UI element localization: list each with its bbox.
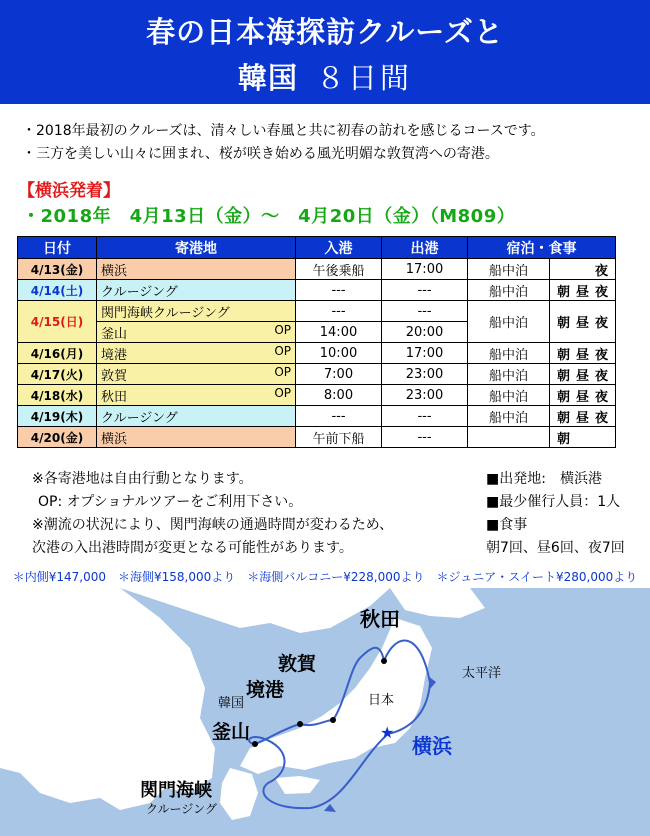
row-stay: 船中泊: [468, 406, 550, 427]
row-departure: ---: [382, 301, 468, 322]
table-row: [18, 364, 616, 385]
notes: [32, 468, 393, 560]
row-meals: 夜: [550, 259, 616, 280]
map-label-sakaiminato: 境港: [246, 679, 285, 701]
price-list: ＊内側¥147,000 ＊海側¥158,000より ＊海側バルコニー¥228,000より ＊ジュニア・スイート¥280,000より: [12, 570, 638, 584]
row-meals: 朝 昼 夜: [550, 385, 616, 406]
intro-text: [22, 120, 545, 166]
info-line: 朝7回、昼6回、夜7回: [486, 540, 625, 556]
header-arrival: 入港: [296, 237, 382, 259]
row-departure: 23:00: [382, 385, 468, 406]
row-date: 4/19(木): [18, 406, 97, 427]
row-arrival: 14:00: [296, 322, 382, 343]
table-row: [18, 301, 616, 322]
header-port: 寄港地: [97, 237, 296, 259]
row-departure: 23:00: [382, 364, 468, 385]
yokohama-star-icon: ★: [380, 723, 395, 742]
row-meals: 朝 昼 夜: [550, 280, 616, 301]
row-date: 4/15(日): [18, 301, 97, 343]
row-arrival: 午後乗船: [296, 259, 382, 280]
row-arrival: 10:00: [296, 343, 382, 364]
row-date: 4/20(金): [18, 427, 97, 448]
akita-marker: [381, 658, 387, 664]
table-row: [18, 385, 616, 406]
info-line: ■最少催行人員：1人: [486, 494, 621, 510]
header-stay-meals: 宿泊・食事: [468, 237, 616, 259]
row-date: 4/16(月): [18, 343, 97, 364]
row-departure: ---: [382, 280, 468, 301]
op-badge: OP: [274, 322, 291, 337]
busan-marker: [252, 741, 258, 747]
map-label-yokohama: 横浜: [412, 734, 452, 758]
row-port: クルージング: [97, 280, 296, 301]
note-line: 次港の入出港時間が変更となる可能性があります。: [32, 540, 353, 556]
row-departure: ---: [382, 427, 468, 448]
row-arrival: ---: [296, 406, 382, 427]
row-meals: 朝 昼 夜: [550, 364, 616, 385]
map-label-kanmon: 関門海峡: [140, 780, 212, 801]
row-stay: 船中泊: [468, 259, 550, 280]
row-arrival: ---: [296, 301, 382, 322]
title-line2: 韓国 ８日間: [237, 61, 413, 95]
row-meals: 朝 昼 夜: [550, 406, 616, 427]
tour-info: [486, 468, 625, 560]
info-line: ■食事: [486, 517, 528, 533]
row-port: 釜山 OP: [97, 322, 296, 343]
table-row: [18, 343, 616, 364]
row-departure: 17:00: [382, 259, 468, 280]
row-port: 横浜: [97, 259, 296, 280]
map-label-busan: 釜山: [212, 721, 251, 743]
row-port: 横浜: [97, 427, 296, 448]
row-meals: 朝 昼 夜: [550, 343, 616, 364]
note-line: ※各寄港地は自由行動となります。: [32, 471, 253, 487]
header-departure: 出港: [382, 237, 468, 259]
title-line1: 春の日本海探訪クルーズと: [146, 15, 504, 49]
table-row: [18, 259, 616, 280]
row-date: 4/14(土): [18, 280, 97, 301]
title-banner: [0, 0, 650, 104]
map-label-korea: 韓国: [218, 696, 245, 711]
sakaiminato-marker: [297, 721, 303, 727]
table-row: [18, 280, 616, 301]
map-label-pacific: 太平洋: [462, 666, 502, 681]
row-date: 4/18(水): [18, 385, 97, 406]
row-stay: [468, 427, 550, 448]
row-stay: 船中泊: [468, 343, 550, 364]
tsuruga-marker: [330, 717, 336, 723]
row-stay: 船中泊: [468, 385, 550, 406]
row-meals: 朝: [550, 427, 616, 448]
row-stay: 船中泊: [468, 301, 550, 343]
row-arrival: 7:00: [296, 364, 382, 385]
note-line: ※潮流の状況により、関門海峡の通過時間が変わるため、: [32, 517, 394, 533]
row-date: 4/17(火): [18, 364, 97, 385]
op-badge: OP: [274, 385, 291, 400]
row-arrival: ---: [296, 280, 382, 301]
cruise-dates: ・2018年 4月13日（金）～ 4月20日（金）（M809）: [22, 206, 516, 227]
row-port: 秋田 OP: [97, 385, 296, 406]
op-badge: OP: [274, 364, 291, 379]
route-map: [0, 588, 650, 836]
row-meals: 朝 昼 夜: [550, 301, 616, 343]
row-stay: 船中泊: [468, 280, 550, 301]
op-badge: OP: [274, 343, 291, 358]
intro-line: ・2018年最初のクルーズは、清々しい春風と共に初春の訪れを感じるコースです。: [22, 123, 545, 139]
row-departure: 20:00: [382, 322, 468, 343]
header-date: 日付: [18, 237, 97, 259]
row-port: クルージング: [97, 406, 296, 427]
row-arrival: 8:00: [296, 385, 382, 406]
row-departure: ---: [382, 406, 468, 427]
row-port: 関門海峡クルージング: [97, 301, 296, 322]
map-label-akita: 秋田: [360, 607, 400, 631]
note-line: OP: オプショナルツアーをご利用下さい。: [38, 494, 303, 510]
row-departure: 17:00: [382, 343, 468, 364]
info-line: ■出発地: 横浜港: [486, 471, 602, 487]
table-header-row: [18, 237, 616, 259]
departure-label: 【横浜発着】: [18, 181, 120, 201]
table-row: [18, 406, 616, 427]
row-arrival: 午前下船: [296, 427, 382, 448]
intro-line: ・三方を美しい山々に囲まれ、桜が咲き始める風光明媚な敦賀湾への寄港。: [22, 146, 499, 162]
map-label-japan: 日本: [368, 693, 395, 708]
row-port: 境港 OP: [97, 343, 296, 364]
table-row: [18, 427, 616, 448]
map-label-cruising: クルージング: [146, 802, 217, 816]
row-stay: 船中泊: [468, 364, 550, 385]
row-port: 敦賀 OP: [97, 364, 296, 385]
map-label-tsuruga: 敦賀: [278, 653, 317, 675]
title-duration: ８日間: [316, 61, 413, 95]
itinerary-table: [17, 236, 616, 448]
row-date: 4/13(金): [18, 259, 97, 280]
